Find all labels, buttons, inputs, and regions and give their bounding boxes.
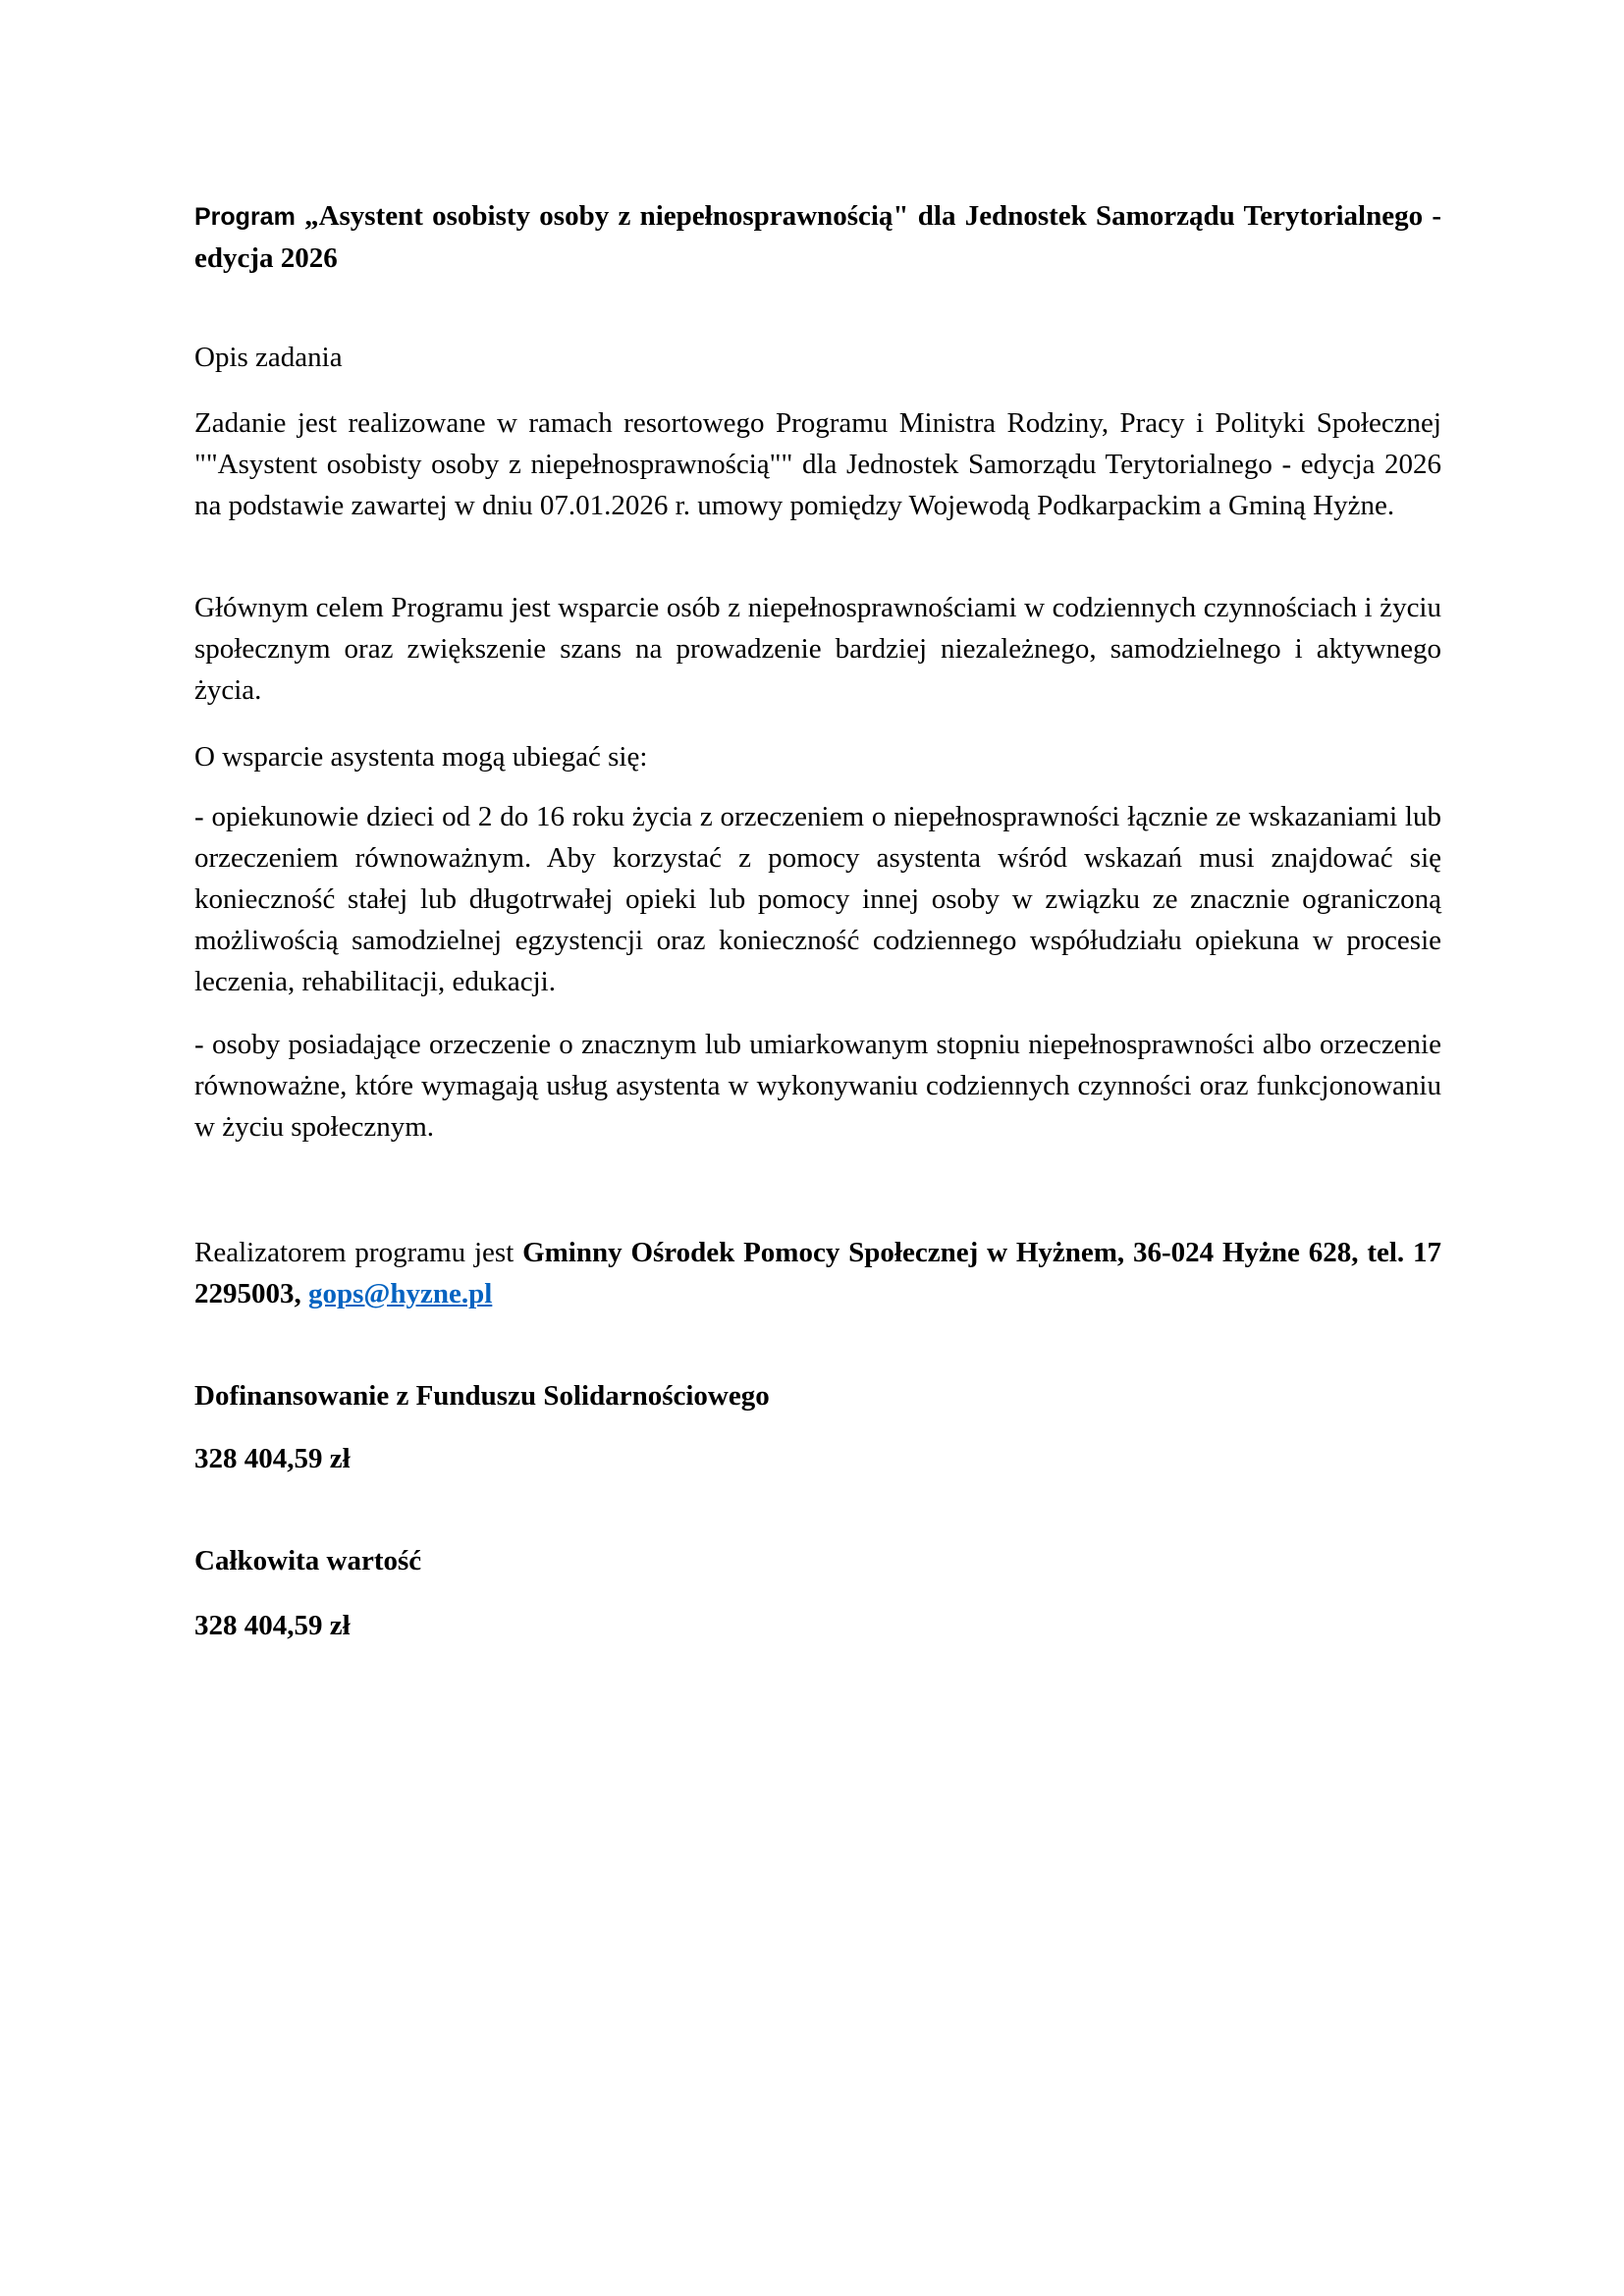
title-text: „Asystent osobisty osoby z niepełnosprawnością" dla Jednostek Samorządu Terytorialnego - edycja 2026 <box>194 200 1441 274</box>
eligibility-item-disabled-persons: - osoby posiadające orzeczenie o znacznym lub umiarkowanym stopniu niepełnosprawności albo orzeczenie równoważne, które wymagają usług asystenta w wykonywaniu codziennych czynności oraz funkcjonowaniu w życiu społecznym. <box>194 1029 1441 1143</box>
eligibility-item-guardians: - opiekunowie dzieci od 2 do 16 roku życia z orzeczeniem o niepełnosprawności łącznie ze wskazaniami lub orzeczeniem równoważnym. Aby korzystać z pomocy asystenta wśród wskazań musi znajdować się konieczność stałej lub długotrwałej opieki lub pomocy innej osoby w związku ze znacznie ograniczoną możliwością samodzielnej egzystencji oraz konieczność codziennego współudziału opiekuna w procesie leczenia, rehabilitacji, edukacji. <box>194 801 1441 997</box>
section-heading: Opis zadania <box>194 342 343 373</box>
funding-label: Dofinansowanie z Funduszu Solidarnościowego <box>194 1380 770 1412</box>
paragraph-eligibility-intro: O wsparcie asystenta mogą ubiegać się: <box>194 741 648 773</box>
paragraph-program-goal: Głównym celem Programu jest wsparcie osób z niepełnosprawnościami w codziennych czynnościach i życiu społecznym oraz zwiększenie szans na prowadzenie bardziej niezależnego, samodzielnego i aktywnego życia. <box>194 592 1441 706</box>
total-value-label: Całkowita wartość <box>194 1545 422 1576</box>
document-title <box>194 195 1441 279</box>
total-value-amount: 328 404,59 zł <box>194 1610 351 1641</box>
funding-amount: 328 404,59 zł <box>194 1443 351 1474</box>
implementer-info <box>194 1232 1441 1314</box>
paragraph-task-description: Zadanie jest realizowane w ramach resortowego Programu Ministra Rodziny, Pracy i Polityki Społecznej ""Asystent osobisty osoby z niepełnosprawnością"" dla Jednostek Samorządu Terytorialnego - edycja 2026 na podstawie zawartej w dniu 07.01.2026 r. umowy pomiędzy Wojewodą Podkarpackim a Gminą Hyżne. <box>194 407 1441 521</box>
title-prefix: Program <box>194 203 296 231</box>
email-link[interactable]: gops@hyzne.pl <box>308 1278 493 1309</box>
implementer-name: Gminny Ośrodek Pomocy Społecznej w Hyżnem, 36-024 Hyżne 628, tel. 17 2295003, <box>194 1237 1441 1309</box>
implementer-lead: Realizatorem programu jest <box>194 1237 523 1268</box>
